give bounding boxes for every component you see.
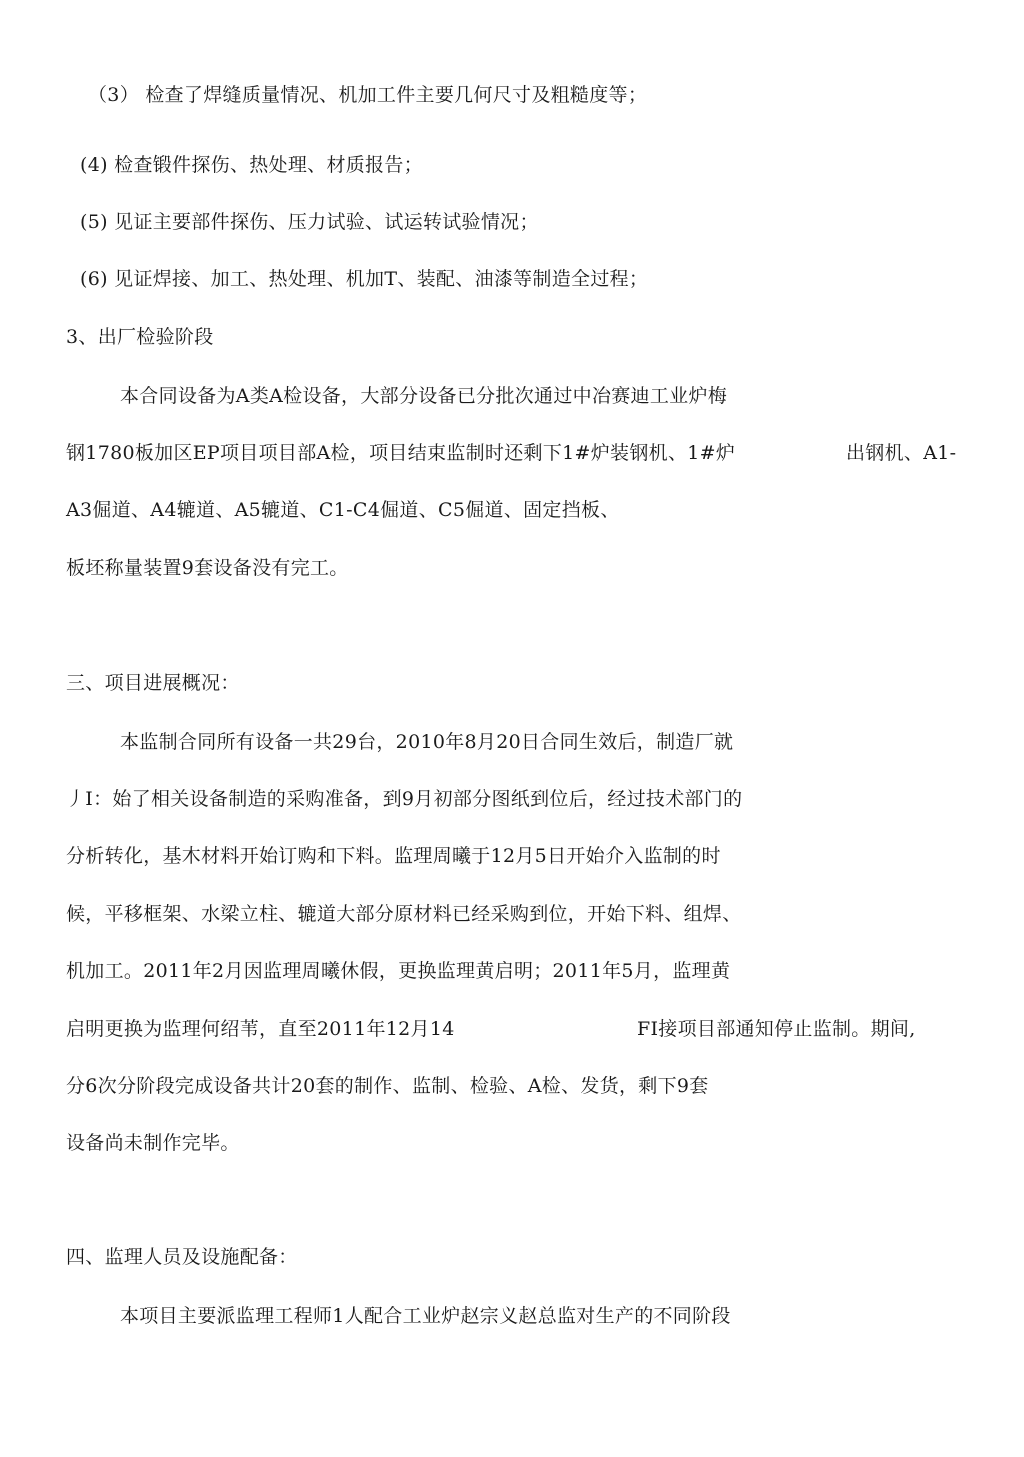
paragraph-line: 候，平移框架、水梁立柱、辘道大部分原材料已经采购到位，开始下料、组焊、: [66, 903, 742, 925]
paragraph-line: 分析转化，基木材料开始订购和下料。监理周曦于12月5日开始介入监制的时: [66, 845, 721, 867]
paragraph-line-right-fragment: 出钢机、A1-: [846, 442, 957, 464]
paragraph-line: 分6次分阶段完成设备共计20套的制作、监制、检验、A检、发货，剩下9套: [66, 1075, 709, 1097]
paragraph-line: 钢1780板加区EP项目项目部A检，项目结束监制时还剩下1#炉装钢机、1#炉: [66, 442, 736, 464]
item-3-line: （3） 检查了焊缝质量情况、机加工件主要几何尺寸及粗糙度等；: [88, 84, 648, 106]
section-heading-personnel: 四、监理人员及设施配备：: [66, 1246, 298, 1268]
paragraph-line: 本合同设备为A类A检设备，大部分设备已分批次通过中冶赛迪工业炉梅: [120, 385, 728, 407]
section-heading-project-progress: 三、项目进展概况：: [66, 672, 240, 694]
paragraph-line: 设备尚未制作完毕。: [66, 1132, 240, 1154]
paragraph-line-right-fragment: FI接项目部通知停止监制。期间,: [637, 1018, 916, 1040]
section-heading-factory-inspection: 3、出厂检验阶段: [66, 326, 214, 348]
paragraph-line: A3倔道、A4辘道、A5辘道、C1-C4倔道、C5倔道、固定挡板、: [66, 499, 620, 521]
paragraph-line: 机加工。2011年2月因监理周曦休假，更换监理黄启明；2011年5月，监理黄: [66, 960, 731, 982]
paragraph-line: 本监制合同所有设备一共29台，2010年8月20日合同生效后，制造厂就: [120, 731, 734, 753]
paragraph-line: 丿I：始了相关设备制造的采购准备，到9月初部分图纸到位后，经过技术部门的: [66, 788, 743, 810]
item-6-line: (6) 见证焊接、加工、热处理、机加T、装配、油漆等制造全过程；: [80, 268, 649, 290]
item-5-line: (5) 见证主要部件探伤、压力试验、试运转试验情况；: [80, 211, 539, 233]
item-4-line: (4) 检查锻件探伤、热处理、材质报告；: [80, 154, 423, 176]
paragraph-line: 板坯称量装置9套设备没有完工。: [66, 557, 349, 579]
paragraph-line: 启明更换为监理何绍苇，直至2011年12月14: [66, 1018, 455, 1040]
paragraph-line: 本项目主要派监理工程师1人配合工业炉赵宗义赵总监对生产的不同阶段: [120, 1305, 731, 1327]
